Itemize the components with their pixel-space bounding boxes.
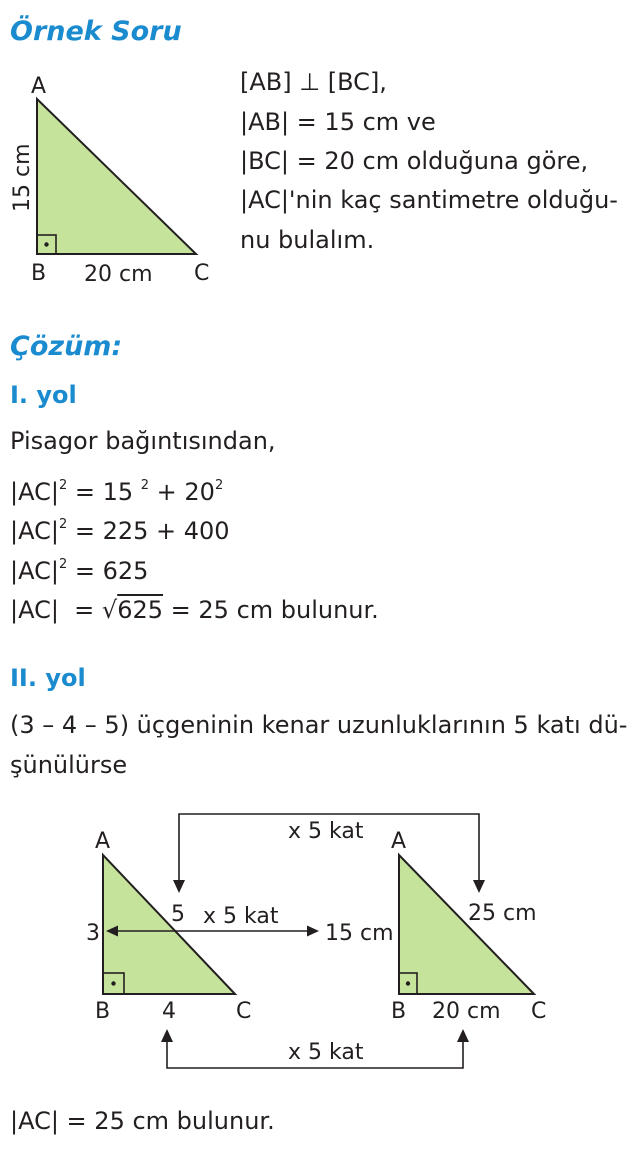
top-scale-label: x 5 kat: [288, 819, 364, 844]
small-side-ac: 5: [171, 902, 185, 927]
side-bc-label: 20 cm: [84, 262, 153, 287]
method2-text-line-1: (3 – 4 – 5) üçgeninin kenar uzunluklarının 5 katı dü-: [10, 711, 628, 739]
example-triangle: [37, 99, 196, 254]
vertex-c-label: C: [194, 261, 210, 286]
question-line-3: |BC| = 20 cm olduğuna göre,: [240, 147, 589, 175]
equation-2: $|AC|^2 = 225 + 400$: [10, 517, 230, 545]
large-side-ac: 25 cm: [468, 901, 537, 926]
conclusion: |AC| = 25 cm bulunur.: [10, 1107, 275, 1135]
question-line-4: |AC|'nin kaç santimetre olduğu-: [240, 186, 618, 214]
solution-title: Çözüm:: [10, 331, 123, 362]
method1-title: I. yol: [10, 381, 77, 409]
large-side-bc: 20 cm: [432, 999, 501, 1024]
large-right-angle-dot: [406, 981, 410, 985]
large-vertex-b: B: [391, 999, 407, 1024]
small-side-bc: 4: [162, 999, 176, 1024]
scaling-diagram: [86, 814, 546, 1068]
small-side-ab: 3: [86, 921, 100, 946]
question-line-5: nu bulalım.: [240, 226, 375, 254]
method2-title: II. yol: [10, 664, 86, 692]
large-side-ab: 15 cm: [325, 921, 394, 946]
small-vertex-a: A: [95, 829, 111, 854]
method1-intro: Pisagor bağıntısından,: [10, 427, 276, 455]
question-line-1: [AB] ⊥ [BC],: [240, 68, 387, 96]
example-triangle-figure: [10, 74, 209, 287]
large-vertex-c: C: [531, 999, 547, 1024]
small-right-angle-dot: [111, 981, 115, 985]
method2-text-line-2: şünülürse: [10, 751, 128, 779]
bottom-scale-label: x 5 kat: [288, 1040, 364, 1065]
vertex-a-label: A: [31, 74, 47, 99]
small-vertex-c: C: [236, 999, 252, 1024]
vertex-b-label: B: [31, 261, 47, 286]
equation-4: |AC| = √625 = 25 cm bulunur.: [10, 596, 379, 624]
question-line-2: |AB| = 15 cm ve: [240, 108, 436, 136]
right-angle-dot: [44, 242, 48, 246]
equation-3: $|AC|^2 = 625$: [10, 557, 149, 585]
equation-1: $|AC|^2 = 15$ $^2 + 20^2$: [10, 478, 224, 506]
example-title: Örnek Soru: [10, 16, 182, 47]
large-vertex-a: A: [391, 829, 407, 854]
middle-scale-label: x 5 kat: [203, 904, 279, 929]
side-ab-label: 15 cm: [10, 143, 35, 212]
small-vertex-b: B: [95, 999, 111, 1024]
